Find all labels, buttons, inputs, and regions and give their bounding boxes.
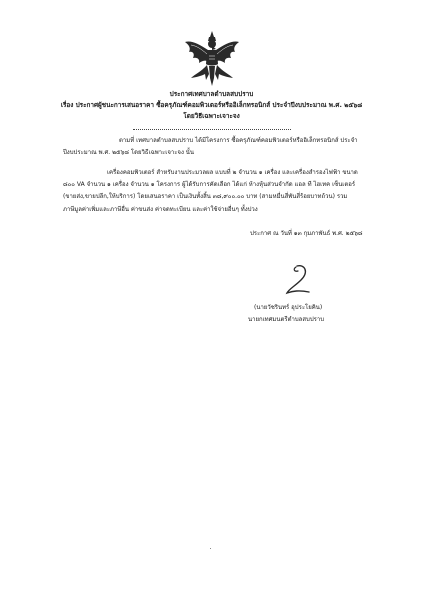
procurement-method: โดยวิธีเฉพาะเจาะจง [183,112,240,120]
page-mark [210,548,211,549]
organization-announcement-heading: ประกาศเทศบาลตำบลสบปราบ [169,90,254,98]
handwritten-signature-icon [279,262,319,300]
paragraph2-line4: ภาษีมูลค่าเพิ่มและภาษีอื่น ค่าขนส่ง ค่าจดทะเบียน และค่าใช้จ่ายอื่นๆ ทั้งปวง [63,206,258,213]
signatory-name: (นายวัชรินทร์ อุประโยคิน) [254,304,323,311]
divider [133,129,291,131]
garuda-emblem-icon [183,30,241,88]
paragraph1-line2: ปีงบประมาณ พ.ศ. ๒๕๖๘ โดยวิธีเฉพาะเจาะจง นั้น [63,149,194,156]
paragraph2-line3: (ขายส่ง,ขายปลีก,ให้บริการ) โดยเสนอราคา เป็นเงินทั้งสิ้น ๓๘,๙๐๐.๐๐ บาท (สามหมื่นสี่พันสี่ร้อยบาทถ้วน) รวม [63,193,348,200]
announcement-subject: เรื่อง ประกาศผู้ชนะการเสนอราคา ซื้อครุภัณฑ์คอมพิวเตอร์หรืออิเล็กทรอนิกส์ ประจำปีงบประมาณ พ.ศ. ๒๕๖๘ [60,101,363,109]
paragraph2-line1: เครื่องคอมพิวเตอร์ สำหรับงานประมวลผล แบบที่ ๒ จำนวน ๑ เครื่อง และเครื่องสำรองไฟฟ้า ขนาด [107,169,358,176]
signatory-position: นายกเทศมนตรีตำบลสบปราบ [248,316,325,323]
paragraph2-line2: ๘๐๐ VA จำนวน ๑ เครื่อง จำนวน ๑ โครงการ ผู้ได้รับการคัดเลือก ได้แก่ ห้างหุ้นส่วนจำกัด แอล ที ไฮเทค เซ็นเตอร์ [63,181,356,188]
paragraph1-line1: ตามที่ เทศบาลตำบลสบปราบ ได้มีโครงการ ซื้อครุภัณฑ์คอมพิวเตอร์หรืออิเล็กทรอนิกส์ ประจำ [119,137,358,144]
announcement-date: ประกาศ ณ วันที่ ๑๓ กุมภาพันธ์ พ.ศ. ๒๕๖๘ [250,230,363,237]
